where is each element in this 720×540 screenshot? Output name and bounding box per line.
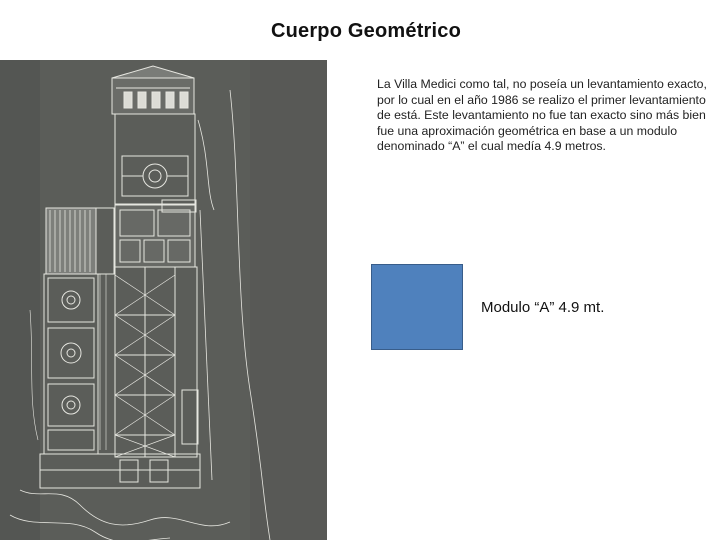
- description-text: La Villa Medici como tal, no poseía un levantamiento exacto, por lo cual en el año 1986 se realizo el primer levantamiento de está. Este levantamiento no fue tan exacto sino más bien fue una aproximación geométrica en base a un modulo denominado “A” el cual medía 4.9 metros.: [377, 77, 707, 154]
- villa-medici-floor-plan-image: [0, 60, 327, 540]
- module-a-square: [371, 264, 463, 350]
- module-a-label: Modulo “A” 4.9 mt.: [481, 299, 605, 316]
- slide-title: Cuerpo Geométrico: [270, 20, 462, 42]
